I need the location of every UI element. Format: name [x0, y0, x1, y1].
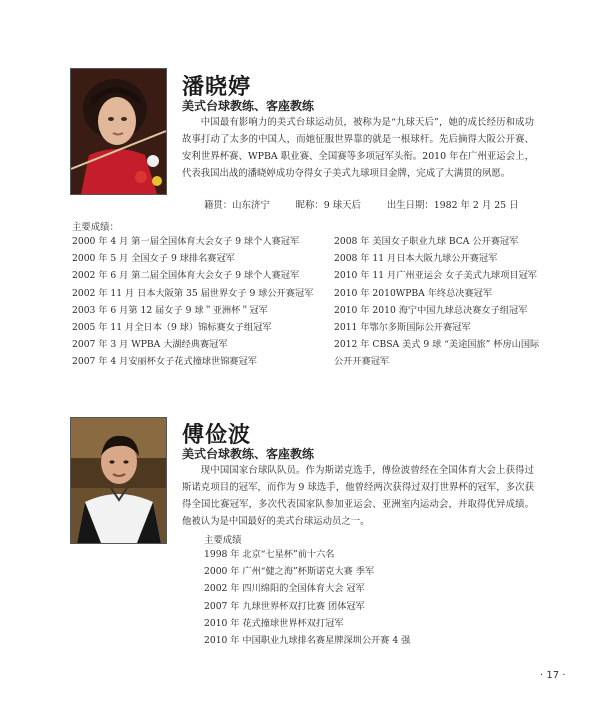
achievement-item: 2005 年 11 月全日本（9 球）锦标赛女子组冠军 — [72, 322, 272, 334]
coach-role: 美式台球教练、客座教练 — [182, 99, 315, 113]
birthdate: 出生日期：1982 年 2 月 25 日 — [386, 200, 519, 211]
achievement-item: 2010 年 花式撞球世界杯双打冠军 — [204, 617, 344, 629]
achievement-item: 2010 年 2010 海宁中国九球总决赛女子组冠军 — [334, 304, 528, 316]
coach-info-line — [204, 197, 545, 211]
achievements-heading: 主要成绩： — [72, 222, 119, 233]
achievement-item: 2008 年 美国女子职业九球 BCA 公开赛冠军 — [334, 236, 519, 247]
hometown: 籍贯：山东济宁 — [204, 200, 270, 211]
achievement-item: 2002 年 11 月 日本大阪第 35 届世界女子 9 球公开赛冠军 — [72, 287, 314, 299]
achievement-item: 2011 年鄂尔多斯国际公开赛冠军 — [334, 322, 471, 334]
coach-bio: 现中国国家台球队队员。作为斯诺克选手，傅俭波曾经在全国体育大会上获得过斯诺克项目的冠军，而作为 9 球选手，他曾经两次获得过双打世界杯的冠军，多次获得全国比赛冠军，多次代表国家队参加亚运会、亚洲室内运动会，并取得优异成绩。他被认为是中国最好的美式台球运动员之一。 — [182, 465, 534, 527]
achievements-list — [204, 546, 534, 649]
nickname: 昵称：9 球天后 — [295, 200, 361, 211]
achievement-item: 2000 年 5 月 全国女子 9 球排名赛冠军 — [72, 253, 235, 265]
achievement-item: 2010 年 11 月广州亚运会 女子美式九球项目冠军 — [334, 270, 537, 282]
achievement-item: 2012 年 CBSA 美式 9 球 “美途国旅” 杯房山国际公开开赛冠军 — [334, 339, 540, 368]
achievement-item: 2000 年 广州“健之海”杯斯诺克大赛 季军 — [204, 566, 375, 578]
achievement-item: 2008 年 11 月日本大阪九球公开赛冠军 — [334, 253, 498, 265]
achievement-item: 2007 年 九球世界杯双打比赛 团体冠军 — [204, 600, 365, 612]
coach-name: 傅俭波 — [182, 422, 252, 448]
achievement-item: 2010 年 2010WPBA 年终总决赛冠军 — [334, 287, 493, 299]
coach-role: 美式台球教练、客座教练 — [182, 447, 315, 461]
page-number: · 17 · — [540, 670, 566, 681]
achievements-heading: 主要成绩 — [204, 535, 242, 546]
achievement-item: 2002 年 6 月 第二届全国体育大会女子 9 球个人赛冠军 — [72, 270, 300, 282]
coach-bio: 中国最有影响力的美式台球运动员，被称为是“九球天后”，她的成长经历和成功故事打动了太多的中国人，而她征服世界靠的就是一根球杆。先后摘得大阪公开赛、安利世界杯赛、WPBA 职业赛、全国赛等多项冠军头衔。2010 年在广州亚运会上，代表我国出战的潘晓婷成功夺得女子美式九球项目金牌，完成了大满贯的夙愿。 — [182, 117, 534, 179]
achievement-item: 2010 年 中国职业九球排名赛星牌深圳公开赛 4 强 — [204, 635, 411, 647]
coach-name: 潘晓婷 — [182, 74, 252, 100]
achievement-item: 2000 年 4 月 第一届全国体育大会女子 9 球个人赛冠军 — [72, 236, 300, 247]
achievement-item: 2002 年 四川绵阳的全国体育大会 冠军 — [204, 583, 365, 595]
achievement-item: 2007 年 4 月安丽杯女子花式撞球世锦赛冠军 — [72, 356, 257, 368]
portrait-photo-fu-jianbo — [70, 417, 167, 544]
portrait-photo-pan-xiaoting — [70, 68, 167, 195]
achievement-item: 2003 年 6 月第 12 届女子 9 球＂亚洲杯＂冠军 — [72, 304, 268, 316]
achievements-list-left — [72, 233, 334, 371]
achievement-item: 2007 年 3 月 WPBA 大湖经典赛冠军 — [72, 339, 228, 351]
achievement-item: 1998 年 北京“七星杯”前十六名 — [204, 549, 335, 560]
achievements-list-right — [334, 233, 544, 371]
